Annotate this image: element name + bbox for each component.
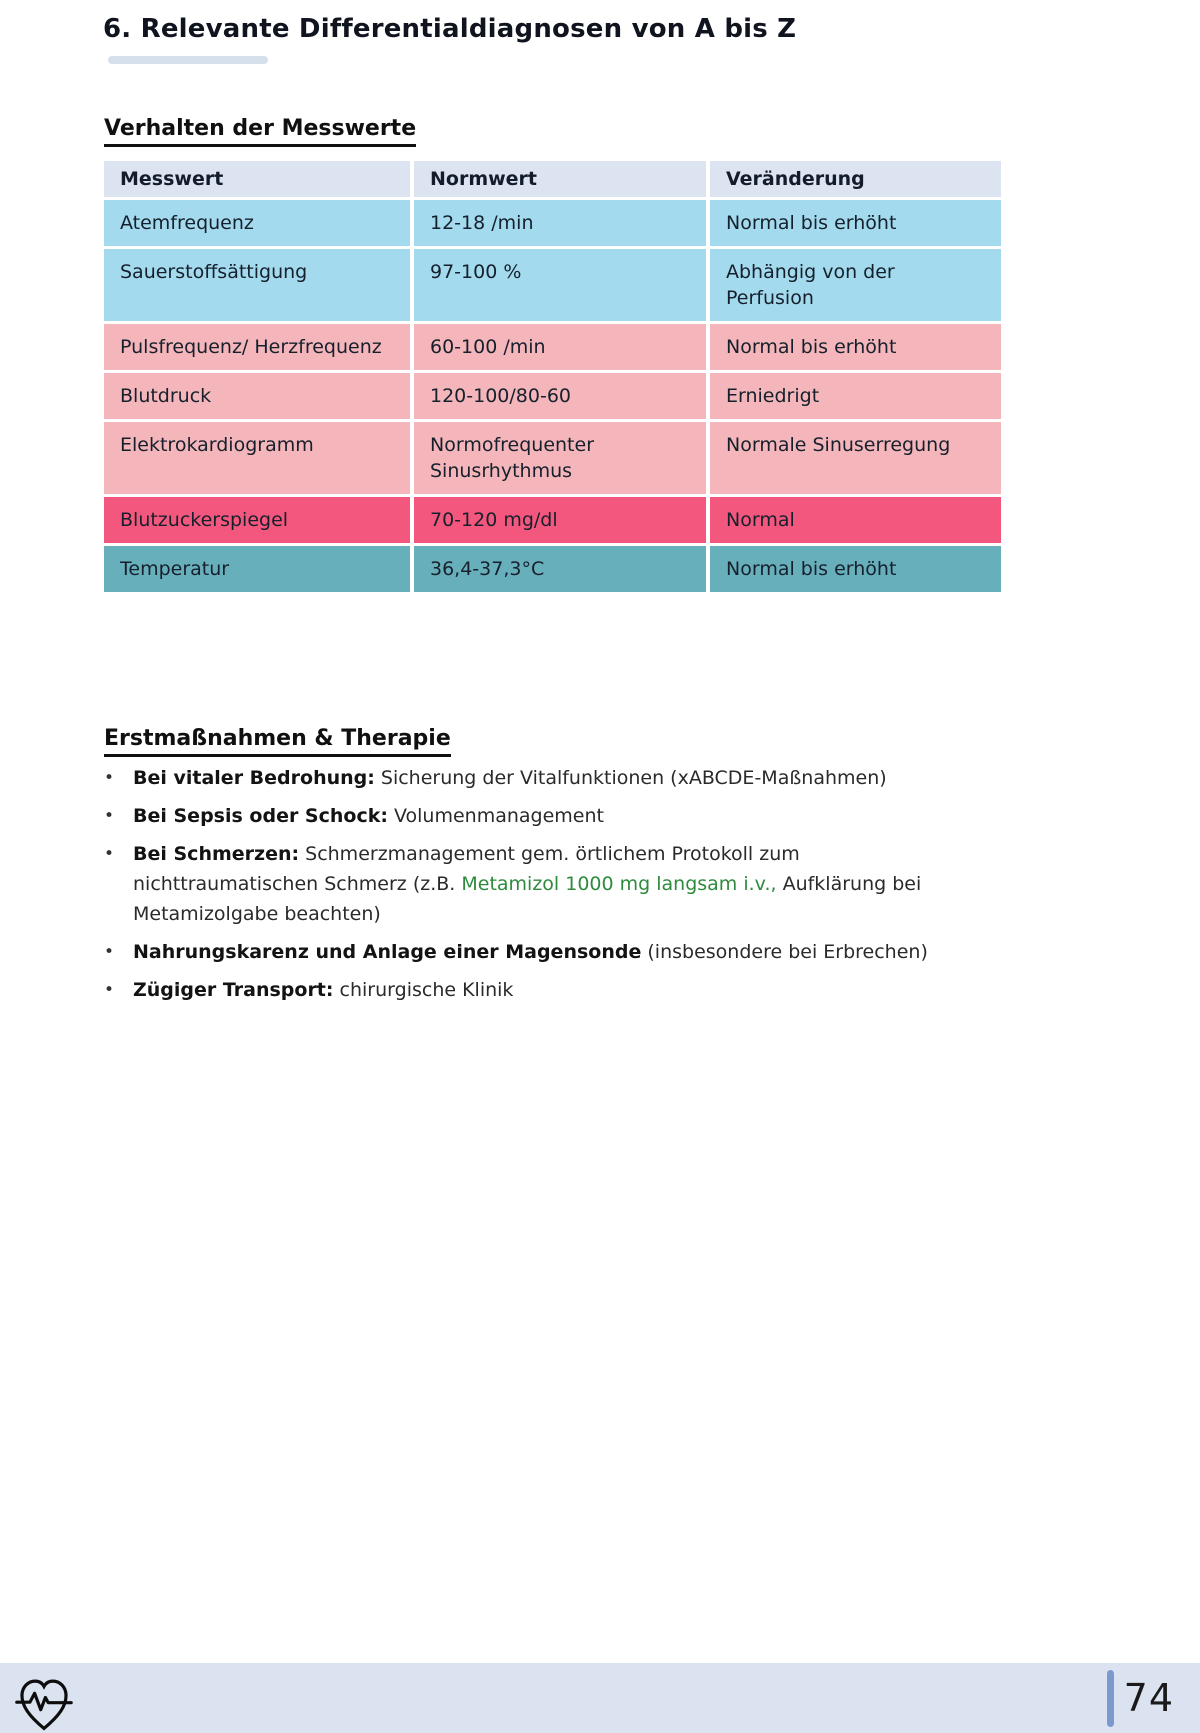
bullet-text: Bei Sepsis oder Schock: Volumenmanagement (133, 805, 604, 827)
table-cell: Normofrequenter Sinusrhythmus (414, 422, 706, 494)
medication-link[interactable]: Metamizol 1000 mg langsam i.v., (461, 873, 777, 895)
table-cell: Blutdruck (104, 373, 410, 419)
table-cell: Normal (710, 497, 1001, 543)
page-footer (0, 1663, 1200, 1733)
bullet-marker: • (104, 980, 115, 1000)
table-cell: 120-100/80-60 (414, 373, 706, 419)
section-heading-text: Erstmaßnahmen & Therapie (104, 726, 451, 757)
table-cell: 12-18 /min (414, 200, 706, 246)
heartbeat-heart-icon (14, 1674, 74, 1733)
bullet-text: Zügiger Transport: chirurgische Klinik (133, 979, 514, 1001)
page-number: 74 (1123, 1676, 1174, 1720)
bullet-marker: • (104, 768, 115, 788)
table-cell: Blutzuckerspiegel (104, 497, 410, 543)
bullet-marker: • (104, 806, 115, 826)
measurements-table (104, 161, 997, 592)
bullet-marker: • (104, 942, 115, 962)
section-heading-text: Verhalten der Messwerte (104, 116, 416, 147)
table-cell: Atemfrequenz (104, 200, 410, 246)
table-cell: Normal bis erhöht (710, 324, 1001, 370)
table-cell: Pulsfrequenz/ Herzfrequenz (104, 324, 410, 370)
bullet-text: Bei vitaler Bedrohung: Sicherung der Vitalfunktionen (xABCDE-Maßnahmen) (133, 767, 887, 789)
bullet-marker: • (104, 844, 115, 864)
table-cell: Temperatur (104, 546, 410, 592)
section-heading-therapie (104, 726, 451, 757)
table-cell: Normal bis erhöht (710, 200, 1001, 246)
table-cell: Normal bis erhöht (710, 546, 1001, 592)
table-cell: Elektrokardiogramm (104, 422, 410, 494)
therapy-bullet-list (104, 763, 940, 1013)
list-item (104, 763, 940, 793)
page-number-group (1107, 1668, 1174, 1728)
table-cell: Normale Sinuserregung (710, 422, 1001, 494)
column-header-messwert: Messwert (104, 161, 410, 197)
bullet-text: Nahrungskarenz und Anlage einer Magensonde (insbesondere bei Erbrechen) (133, 941, 928, 963)
table-cell: 36,4-37,3°C (414, 546, 706, 592)
list-item (104, 839, 940, 929)
page-number-accent-bar (1107, 1670, 1114, 1727)
table-cell: 97-100 % (414, 249, 706, 321)
title-accent-bar (108, 56, 268, 64)
table-cell: Erniedrigt (710, 373, 1001, 419)
column-header-normwert: Normwert (414, 161, 706, 197)
section-heading-messwerte (104, 116, 416, 147)
bullet-text: Bei Schmerzen: Schmerzmanagement gem. örtlichem Protokoll zum nichttraumatischen Schmerz (z.B. Metamizol 1000 mg langsam i.v., Aufklärung bei Metamizolgabe beachten) (133, 843, 922, 925)
table-cell: 60-100 /min (414, 324, 706, 370)
column-header-veraenderung: Veränderung (710, 161, 1001, 197)
table-cell: 70-120 mg/dl (414, 497, 706, 543)
table-cell: Abhängig von der Perfusion (710, 249, 1001, 321)
list-item (104, 937, 940, 967)
table-cell: Sauerstoffsättigung (104, 249, 410, 321)
page-title: 6. Relevante Differentialdiagnosen von A bis Z (103, 14, 797, 44)
list-item (104, 801, 940, 831)
list-item (104, 975, 940, 1005)
